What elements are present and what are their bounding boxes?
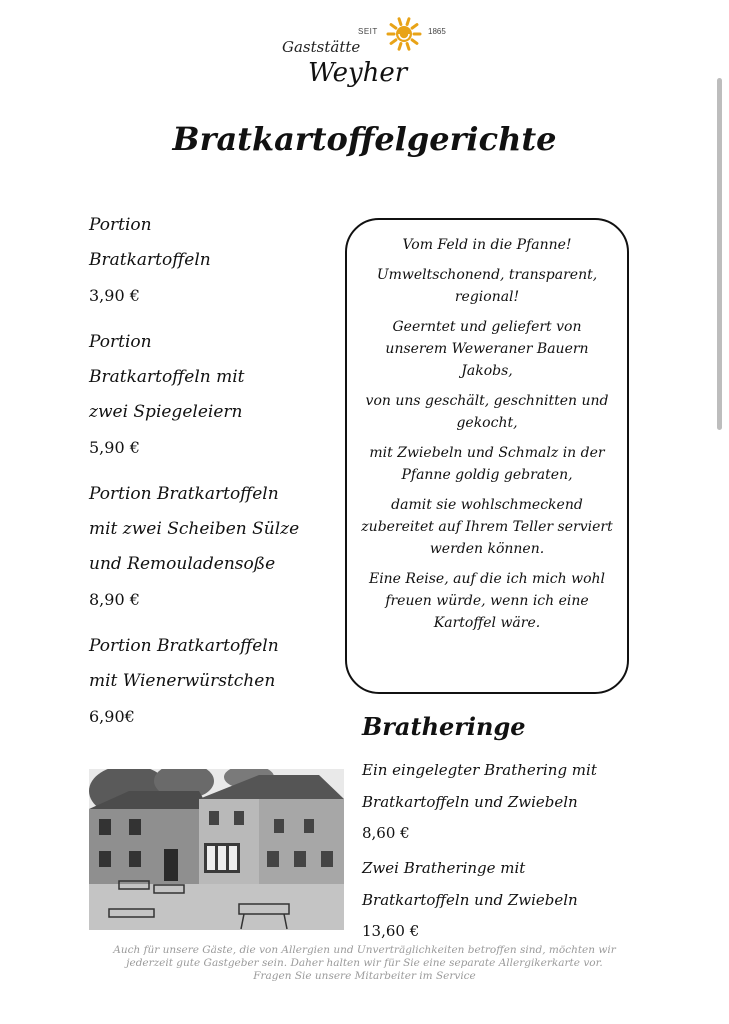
sun-ray <box>407 44 409 50</box>
dish-line: Portion <box>89 215 152 235</box>
info-paragraph: Umweltschonend, transparent, regional! <box>376 267 598 305</box>
page-title: Bratkartoffelgerichte <box>172 120 557 158</box>
dish-line: Zwei Bratheringe mit <box>362 859 526 877</box>
dish-price: 6,90€ <box>89 707 135 726</box>
dish-price: 8,60 € <box>362 824 410 842</box>
footer-line: Auch für unsere Gäste, die von Allergien und Unverträglichkeiten betroffen sind, möchten wir <box>113 944 616 956</box>
dish-line: mit Wienerwürstchen <box>89 671 276 691</box>
dish-line: Bratkartoffeln und Zwiebeln <box>362 793 578 811</box>
logo-year-label: 1865 <box>428 27 446 36</box>
allergy-footer-note <box>80 944 649 983</box>
info-paragraph: damit sie wohlschmeckend zubereitet auf Ihrem Teller serviert werden können. <box>361 497 613 557</box>
sun-ray <box>399 19 401 25</box>
restaurant-logo <box>278 14 458 94</box>
footer-line: Fragen Sie unsere Mitarbeiter im Service <box>253 970 476 982</box>
historic-photo <box>89 769 344 930</box>
dish-list <box>89 208 339 746</box>
dish-item <box>362 852 662 946</box>
section-heading-bratheringe: Bratheringe <box>362 712 526 741</box>
dish-item <box>89 477 339 617</box>
dish-price: 5,90 € <box>89 438 140 457</box>
sun-ray <box>412 40 417 44</box>
logo-line2: Weyher <box>308 58 408 88</box>
logo-line1: Gaststätte <box>282 38 361 56</box>
dish-line: Bratkartoffeln und Zwiebeln <box>362 891 578 909</box>
info-paragraph: mit Zwiebeln und Schmalz in der Pfanne goldig gebraten, <box>369 445 605 483</box>
dish-line: Portion Bratkartoffeln <box>89 484 279 504</box>
dish-price: 8,90 € <box>89 590 140 609</box>
building-illustration <box>89 769 344 930</box>
dish-item <box>362 754 662 848</box>
dish-line: und Remouladensoße <box>89 554 276 574</box>
dish-line: zwei Spiegeleiern <box>89 402 243 422</box>
bratheringe-list <box>362 754 662 950</box>
info-paragraph: von uns geschält, geschnitten und gekocht, <box>365 393 609 431</box>
sun-icon <box>386 16 422 52</box>
logo-seit-label: SEIT <box>358 27 378 36</box>
dish-line: Bratkartoffeln <box>89 250 211 270</box>
sun-ray <box>399 44 401 50</box>
sun-ray <box>391 25 396 29</box>
dish-item <box>89 325 339 465</box>
footer-line: jederzeit gute Gastgeber sein. Daher halten wir für Sie eine separate Allergikerkarte vor. <box>126 957 603 969</box>
dish-line: Portion Bratkartoffeln <box>89 636 279 656</box>
info-box <box>345 218 629 694</box>
dish-item <box>89 629 339 734</box>
dish-line: Portion <box>89 332 152 352</box>
sun-ray <box>412 25 417 29</box>
dish-price: 3,90 € <box>89 286 140 305</box>
sun-ray <box>407 19 409 25</box>
info-paragraph: Eine Reise, auf die ich mich wohl freuen würde, wenn ich eine Kartoffel wäre. <box>368 571 606 631</box>
dish-item <box>89 208 339 313</box>
dish-line: mit zwei Scheiben Sülze <box>89 519 300 539</box>
sun-ray <box>391 40 396 44</box>
dish-line: Bratkartoffeln mit <box>89 367 245 387</box>
vertical-scrollbar[interactable] <box>717 78 722 430</box>
info-paragraph: Geerntet und geliefert von unserem Weweraner Bauern Jakobs, <box>385 319 589 379</box>
dish-price: 13,60 € <box>362 922 420 940</box>
info-paragraph: Vom Feld in die Pfanne! <box>402 237 572 253</box>
dish-line: Ein eingelegter Brathering mit <box>362 761 597 779</box>
